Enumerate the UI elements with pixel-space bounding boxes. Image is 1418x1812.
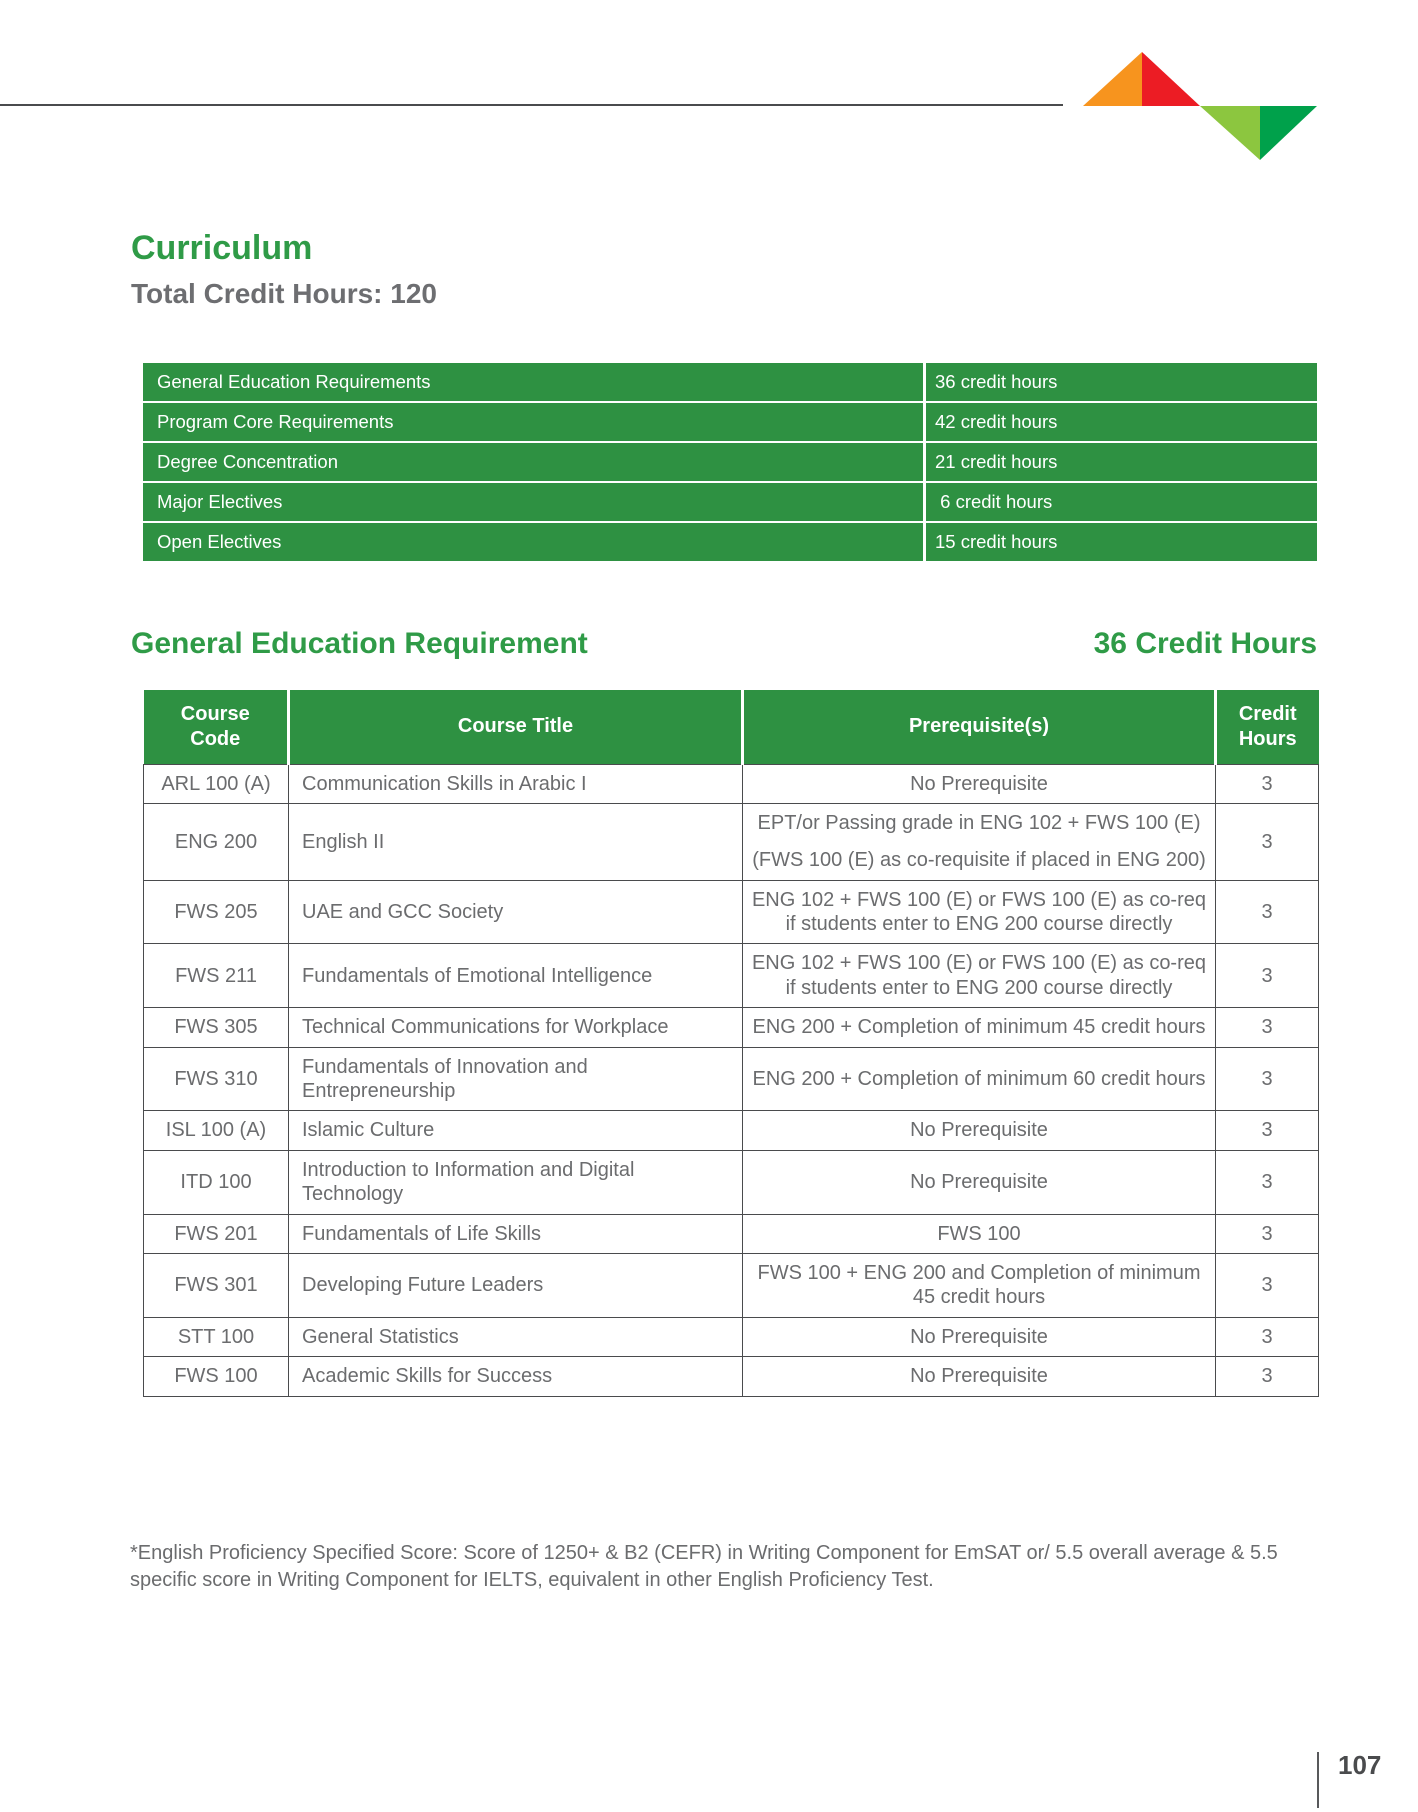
- course-prerequisite-cell: [743, 803, 1216, 880]
- prerequisite-text: (FWS 100 (E) as co-requisite if placed in ENG 200): [752, 849, 1206, 872]
- course-title-cell: English II: [289, 803, 743, 880]
- course-title-cell: Islamic Culture: [289, 1111, 743, 1150]
- column-header-credit-hours: Credit Hours: [1216, 690, 1319, 764]
- course-row: [144, 944, 1319, 1008]
- orange-triangle-icon: [1083, 52, 1142, 106]
- section-title: General Education Requirement: [131, 627, 588, 660]
- course-code-cell: FWS 100: [144, 1357, 289, 1396]
- red-triangle-icon: [1142, 52, 1200, 106]
- course-title-cell: Fundamentals of Emotional Intelligence: [289, 944, 743, 1008]
- prerequisite-text: No Prerequisite: [910, 1365, 1048, 1388]
- course-prerequisite-cell: [743, 1317, 1216, 1356]
- course-credit-hours-cell: 3: [1216, 803, 1319, 880]
- page-subtitle: Total Credit Hours: 120: [131, 278, 437, 309]
- column-header-prerequisites: Prerequisite(s): [743, 690, 1216, 764]
- summary-row: [143, 483, 1317, 521]
- summary-row-label: Degree Concentration: [143, 443, 923, 481]
- course-code-cell: FWS 305: [144, 1008, 289, 1047]
- course-row: [144, 803, 1319, 880]
- course-credit-hours-cell: 3: [1216, 944, 1319, 1008]
- prerequisite-text: FWS 100: [937, 1222, 1021, 1245]
- university-logo-icon: [1083, 52, 1317, 160]
- section-credits: 36 Credit Hours: [1093, 627, 1317, 660]
- course-prerequisite-cell: [743, 1357, 1216, 1396]
- course-table: [143, 690, 1319, 1397]
- course-prerequisite-cell: [743, 880, 1216, 944]
- course-row: [144, 1253, 1319, 1317]
- course-title-cell: Academic Skills for Success: [289, 1357, 743, 1396]
- footer-divider: [1317, 1752, 1319, 1808]
- summary-table: [143, 363, 1317, 563]
- course-credit-hours-cell: 3: [1216, 1047, 1319, 1111]
- course-table-header-row: [144, 690, 1319, 764]
- course-credit-hours-cell: 3: [1216, 1214, 1319, 1253]
- course-code-cell: FWS 201: [144, 1214, 289, 1253]
- course-credit-hours-cell: 3: [1216, 1317, 1319, 1356]
- course-row: [144, 1357, 1319, 1396]
- course-credit-hours-cell: 3: [1216, 1357, 1319, 1396]
- course-code-cell: STT 100: [144, 1317, 289, 1356]
- summary-row-value: 6 credit hours: [926, 483, 1317, 521]
- prerequisite-text: FWS 100 + ENG 200 and Completion of minimum 45 credit hours: [757, 1261, 1201, 1309]
- summary-row-value: 21 credit hours: [926, 443, 1317, 481]
- course-row: [144, 1317, 1319, 1356]
- prerequisite-text: No Prerequisite: [910, 772, 1048, 795]
- summary-row: [143, 523, 1317, 561]
- column-header-course-title: Course Title: [289, 690, 743, 764]
- course-title-cell: UAE and GCC Society: [289, 880, 743, 944]
- course-row: [144, 1008, 1319, 1047]
- page-title: Curriculum: [131, 229, 313, 267]
- course-prerequisite-cell: [743, 764, 1216, 803]
- course-credit-hours-cell: 3: [1216, 1111, 1319, 1150]
- summary-row-label: General Education Requirements: [143, 363, 923, 401]
- course-prerequisite-cell: [743, 1111, 1216, 1150]
- course-credit-hours-cell: 3: [1216, 1253, 1319, 1317]
- course-row: [144, 1111, 1319, 1150]
- prerequisite-text: ENG 200 + Completion of minimum 45 credit hours: [752, 1016, 1206, 1039]
- course-code-cell: ENG 200: [144, 803, 289, 880]
- prerequisite-text: ENG 200 + Completion of minimum 60 credit hours: [752, 1067, 1206, 1090]
- course-prerequisite-cell: [743, 1214, 1216, 1253]
- light-green-triangle-icon: [1200, 106, 1260, 160]
- course-code-cell: FWS 301: [144, 1253, 289, 1317]
- course-row: [144, 1150, 1319, 1214]
- course-title-cell: Fundamentals of Innovation and Entrepreneurship: [289, 1047, 743, 1111]
- course-title-cell: Developing Future Leaders: [289, 1253, 743, 1317]
- course-prerequisite-cell: [743, 1150, 1216, 1214]
- course-row: [144, 764, 1319, 803]
- summary-row-value: 42 credit hours: [926, 403, 1317, 441]
- course-prerequisite-cell: [743, 944, 1216, 1008]
- course-title-cell: Technical Communications for Workplace: [289, 1008, 743, 1047]
- summary-row-label: Program Core Requirements: [143, 403, 923, 441]
- summary-row-label: Open Electives: [143, 523, 923, 561]
- header-rule: [0, 104, 1063, 106]
- course-row: [144, 1214, 1319, 1253]
- prerequisite-text: EPT/or Passing grade in ENG 102 + FWS 100 (E): [757, 811, 1201, 834]
- summary-row-label: Major Electives: [143, 483, 923, 521]
- course-table-body: [144, 764, 1319, 1396]
- course-code-cell: ITD 100: [144, 1150, 289, 1214]
- course-credit-hours-cell: 3: [1216, 1008, 1319, 1047]
- course-prerequisite-cell: [743, 1047, 1216, 1111]
- summary-row-value: 15 credit hours: [926, 523, 1317, 561]
- prerequisite-text: ENG 102 + FWS 100 (E) or FWS 100 (E) as co-req if students enter to ENG 200 course directly: [751, 952, 1207, 999]
- course-row: [144, 880, 1319, 944]
- summary-row: [143, 363, 1317, 401]
- prerequisite-text: No Prerequisite: [910, 1170, 1048, 1193]
- column-header-course-code: Course Code: [144, 690, 289, 764]
- course-credit-hours-cell: 3: [1216, 764, 1319, 803]
- course-title-cell: Introduction to Information and Digital Technology: [289, 1150, 743, 1214]
- summary-row: [143, 443, 1317, 481]
- prerequisite-text: No Prerequisite: [910, 1119, 1048, 1142]
- course-credit-hours-cell: 3: [1216, 1150, 1319, 1214]
- summary-row: [143, 403, 1317, 441]
- section-heading: [131, 629, 1317, 659]
- course-title-cell: Fundamentals of Life Skills: [289, 1214, 743, 1253]
- course-code-cell: FWS 310: [144, 1047, 289, 1111]
- prerequisite-text: No Prerequisite: [910, 1325, 1048, 1348]
- footnote: *English Proficiency Specified Score: Score of 1250+ & B2 (CEFR) in Writing Component for EmSAT or/ 5.5 overall average & 5.5 specific score in Writing Component for IELTS, equivalent in other English Proficiency Test.: [130, 1542, 1278, 1591]
- course-title-cell: General Statistics: [289, 1317, 743, 1356]
- course-prerequisite-cell: [743, 1253, 1216, 1317]
- course-code-cell: FWS 205: [144, 880, 289, 944]
- course-row: [144, 1047, 1319, 1111]
- course-prerequisite-cell: [743, 1008, 1216, 1047]
- page-number: 107: [1338, 1750, 1382, 1780]
- summary-row-value: 36 credit hours: [926, 363, 1317, 401]
- course-code-cell: ISL 100 (A): [144, 1111, 289, 1150]
- course-credit-hours-cell: 3: [1216, 880, 1319, 944]
- green-triangle-icon: [1260, 106, 1317, 160]
- prerequisite-text: ENG 102 + FWS 100 (E) or FWS 100 (E) as co-req if students enter to ENG 200 course directly: [751, 888, 1207, 936]
- course-title-cell: Communication Skills in Arabic I: [289, 764, 743, 803]
- course-code-cell: ARL 100 (A): [144, 764, 289, 803]
- course-code-cell: FWS 211: [144, 944, 289, 1008]
